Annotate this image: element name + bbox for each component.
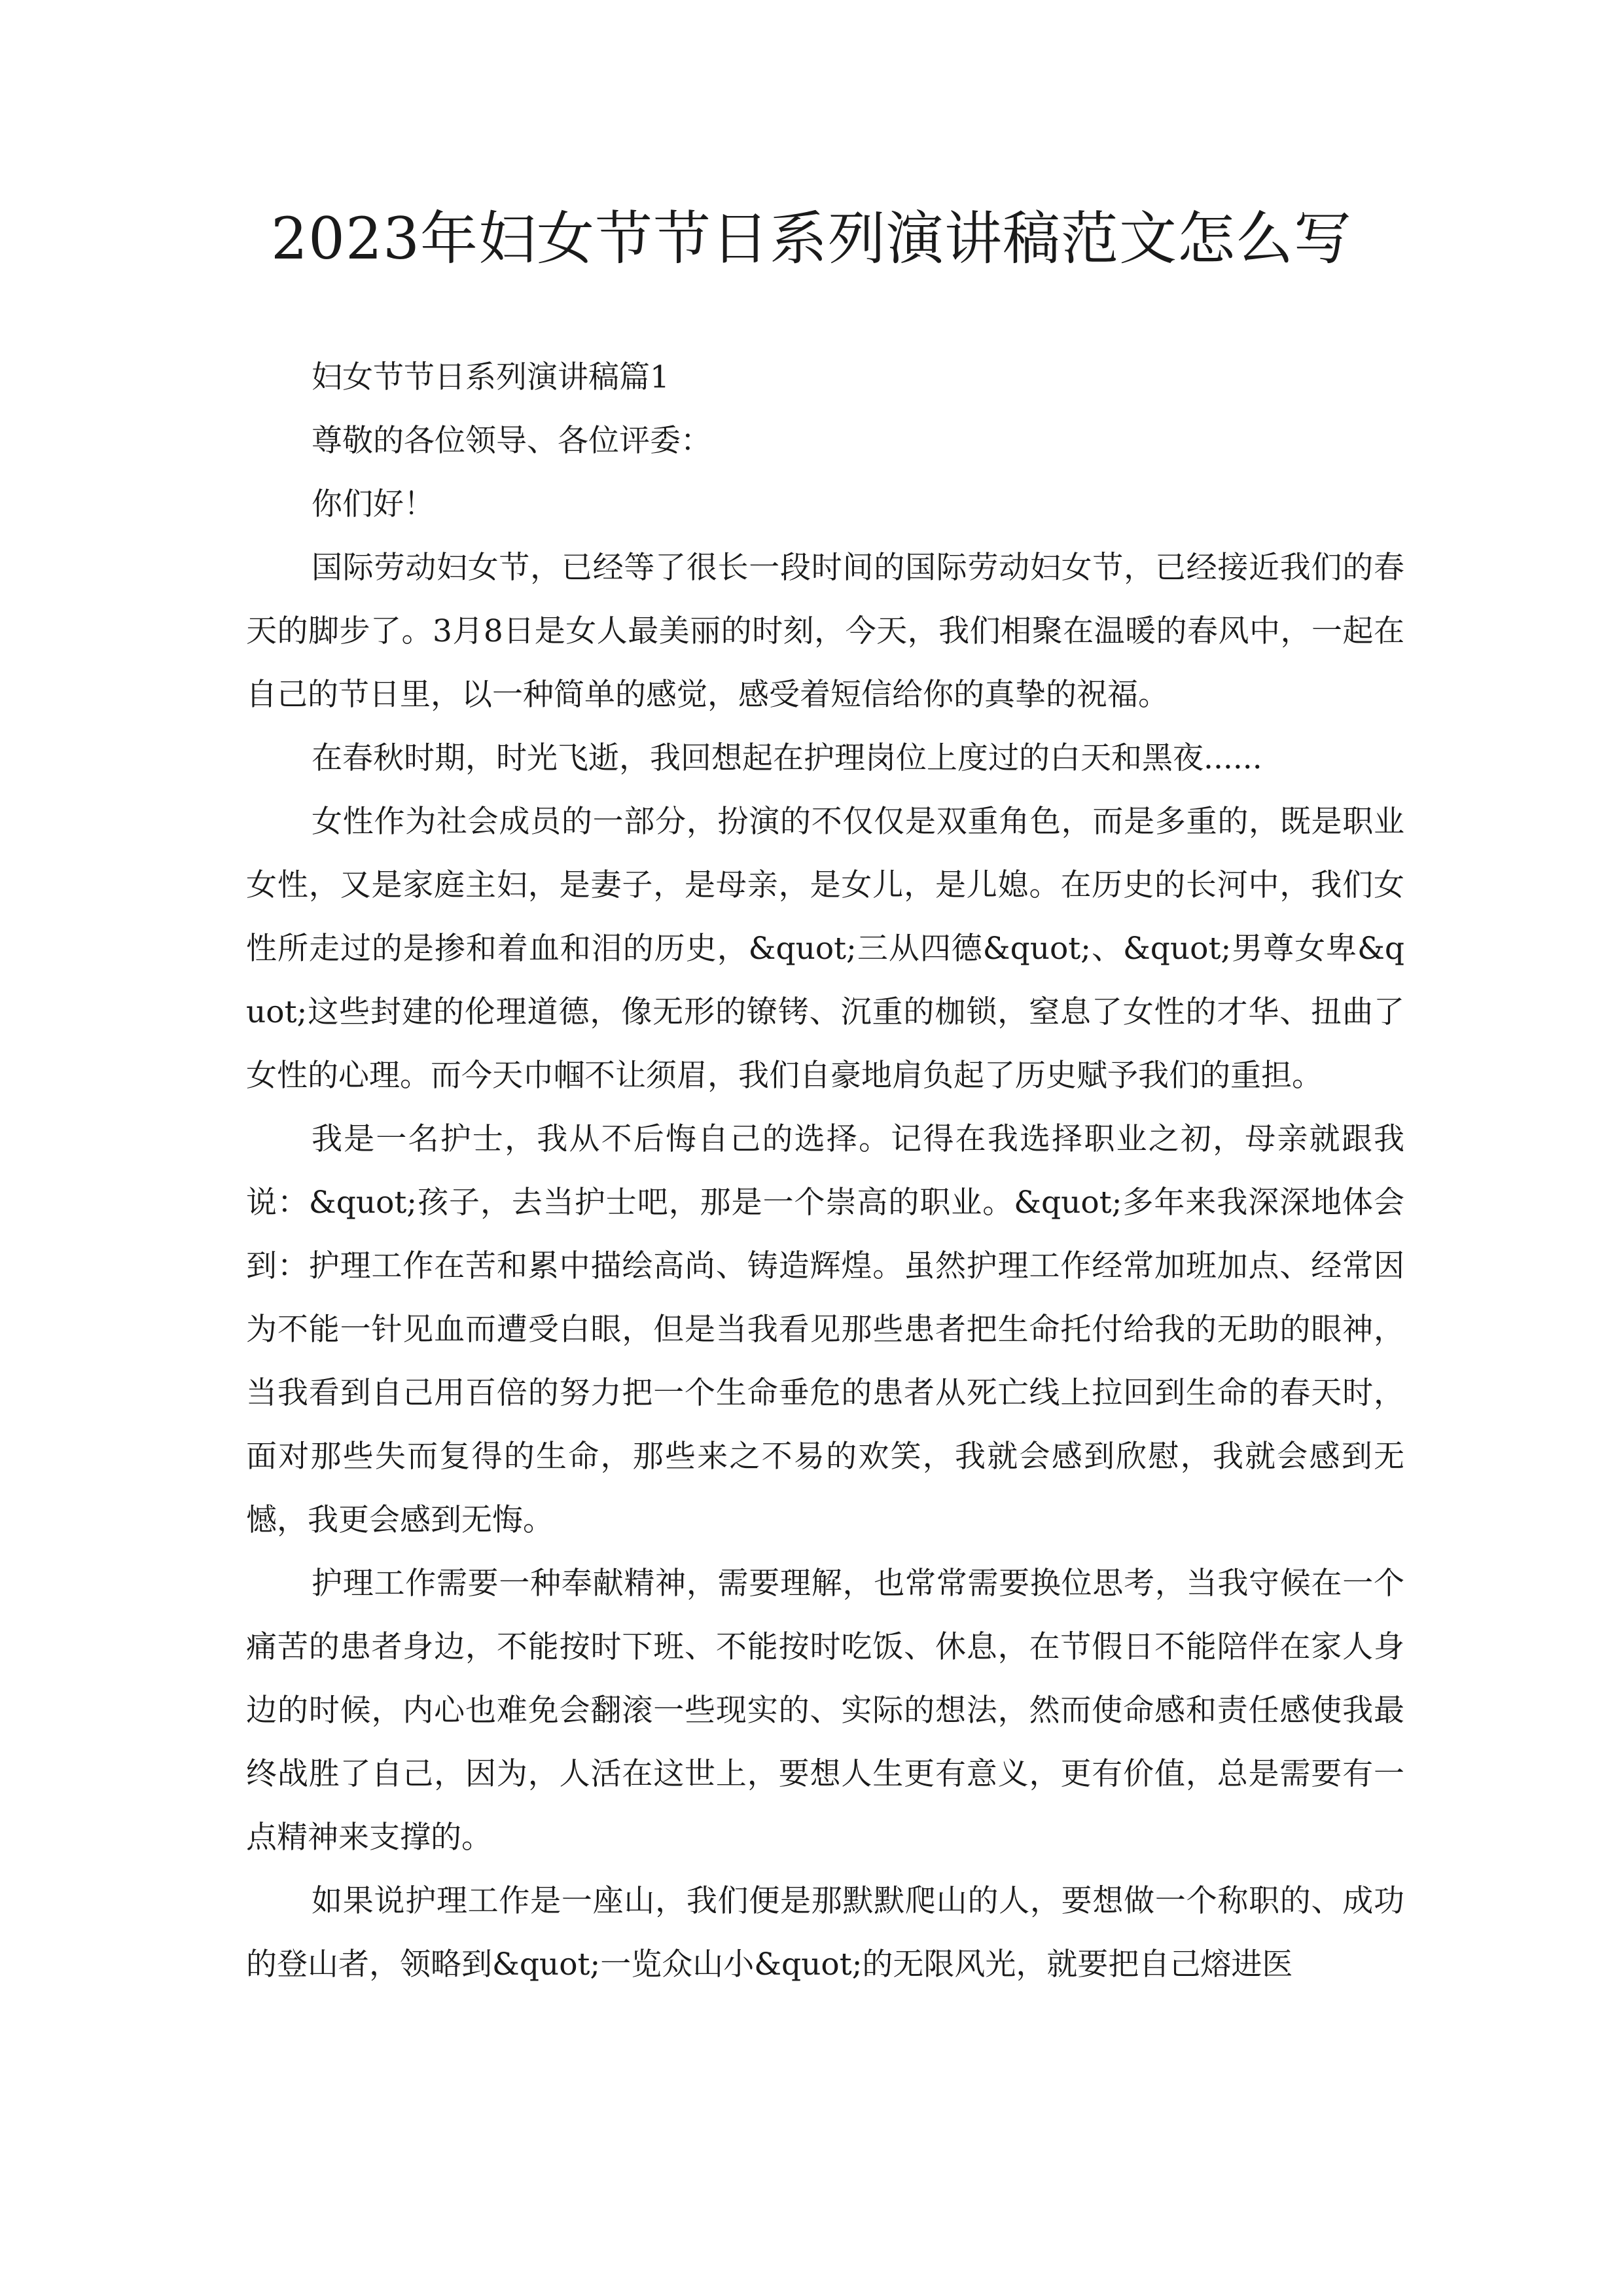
paragraph: 护理工作需要一种奉献精神，需要理解，也常常需要换位思考，当我守候在一个痛苦的患者身边，不能按时下班、不能按时吃饭、休息，在节假日不能陪伴在家人身边的时候，内心也难免会翻滚一些现实的、实际的想法，然而使命感和责任感使我最终战胜了自己，因为，人活在这世上，要想人生更有意义，更有价值，总是需要有一点精神来支撑的。 bbox=[246, 1566, 1404, 1856]
paragraph-heading: 妇女节节日系列演讲稿篇1 bbox=[312, 359, 669, 395]
paragraph: 如果说护理工作是一座山，我们便是那默默爬山的人，要想做一个称职的、成功的登山者，领略到&quot;一览众山小&quot;的无限风光，就要把自己熔进医 bbox=[246, 1883, 1404, 1982]
paragraph-greeting: 你们好！ bbox=[312, 486, 435, 522]
document-title: 2023年妇女节节日系列演讲稿范文怎么写 bbox=[271, 205, 1352, 272]
paragraph: 国际劳动妇女节，已经等了很长一段时间的国际劳动妇女节，已经接近我们的春天的脚步了。3月8日是女人最美丽的时刻，今天，我们相聚在温暖的春风中，一起在自己的节日里，以一种简单的感觉，感受着短信给你的真挚的祝福。 bbox=[246, 550, 1404, 713]
document-body bbox=[246, 346, 1404, 1996]
paragraph-salutation: 尊敬的各位领导、各位评委： bbox=[312, 423, 711, 459]
paragraph: 在春秋时期，时光飞逝，我回想起在护理岗位上度过的白天和黑夜...... bbox=[312, 740, 1262, 776]
paragraph: 女性作为社会成员的一部分，扮演的不仅仅是双重角色，而是多重的，既是职业女性，又是家庭主妇，是妻子，是母亲，是女儿，是儿媳。在历史的长河中，我们女性所走过的是掺和着血和泪的历史，&quot;三从四德&quot;、&quot;男尊女卑&quot;这些封建的伦理道德，像无形的镣铐、沉重的枷锁，窒息了女性的才华、扭曲了女性的心理。而今天巾帼不让须眉，我们自豪地肩负起了历史赋予我们的重担。 bbox=[246, 804, 1404, 1094]
paragraph: 我是一名护士，我从不后悔自己的选择。记得在我选择职业之初，母亲就跟我说：&quot;孩子，去当护士吧，那是一个崇高的职业。&quot;多年来我深深地体会到：护理工作在苦和累中描绘高尚、铸造辉煌。虽然护理工作经常加班加点、经常因为不能一针见血而遭受白眼，但是当我看见那些患者把生命托付给我的无助的眼神，当我看到自己用百倍的努力把一个生命垂危的患者从死亡线上拉回到生命的春天时，面对那些失而复得的生命，那些来之不易的欢笑，我就会感到欣慰，我就会感到无憾，我更会感到无悔。 bbox=[246, 1121, 1404, 1538]
